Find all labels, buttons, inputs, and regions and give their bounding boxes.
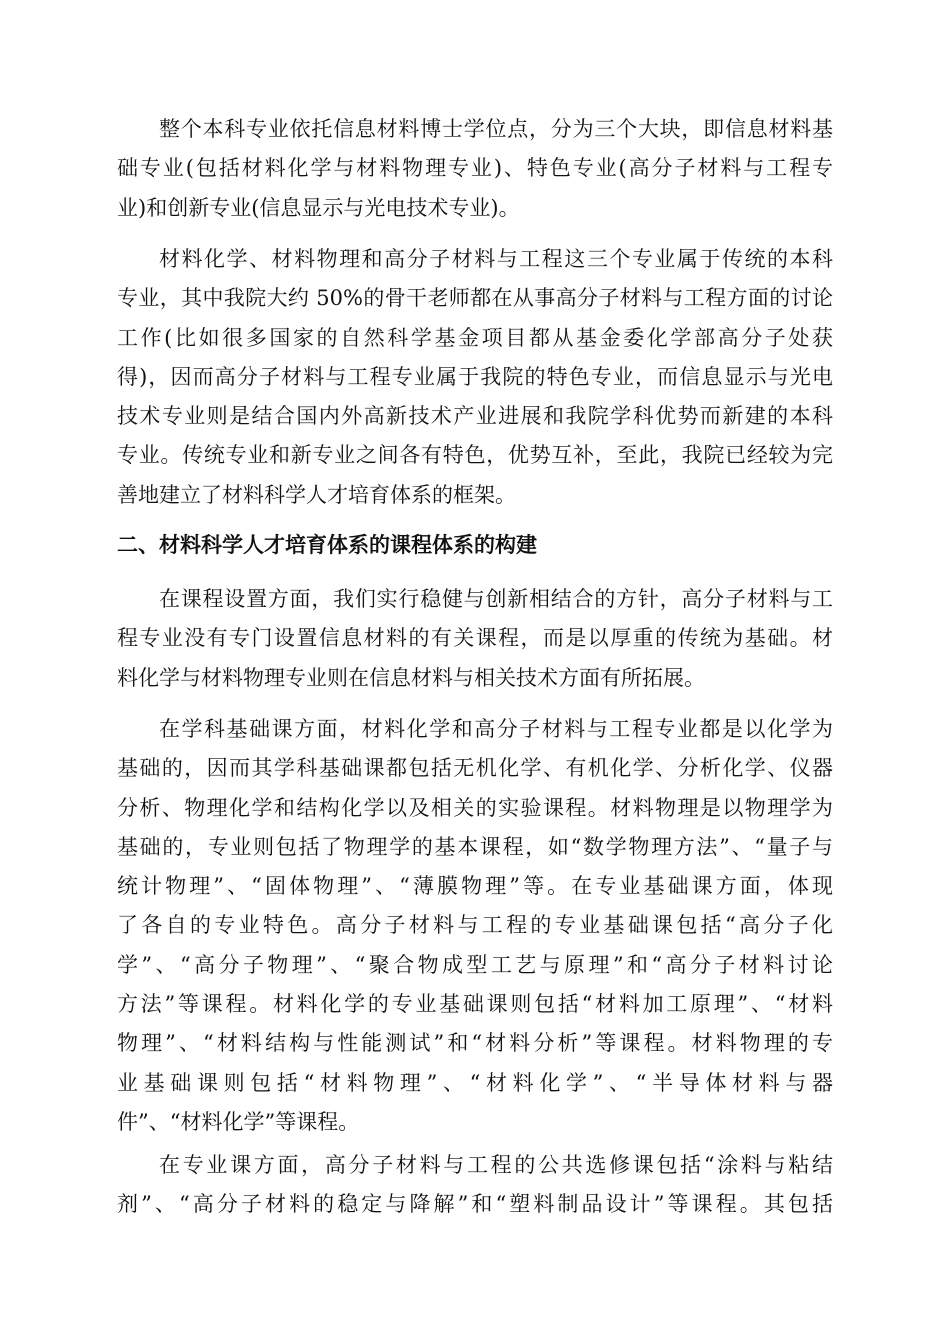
- paragraph-line: 善地建立了材料科学人才培育体系的框架。: [117, 482, 516, 507]
- paragraph-line: 统计物理”、“固体物理”、“薄膜物理”等。在专业基础课方面，体现: [117, 874, 833, 899]
- paragraph-line: 工作(比如很多国家的自然科学基金项目都从基金委化学部高分子处获: [117, 325, 833, 350]
- paragraph-line: 方法”等课程。材料化学的专业基础课则包括“材料加工原理”、“材料: [117, 992, 833, 1017]
- paragraph-line: 学”、“高分子物理”、“聚合物成型工艺与原理”和“高分子材料讨论: [117, 952, 833, 977]
- paragraph-2: [117, 240, 833, 515]
- section-heading: 二、材料科学人才培育体系的课程体系的构建: [117, 533, 537, 557]
- paragraph-line: 得)，因而高分子材料与工程专业属于我院的特色专业，而信息显示与光电: [117, 364, 833, 389]
- paragraph-line: 件”、“材料化学”等课程。: [117, 1109, 360, 1134]
- paragraph-line: 了各自的专业特色。高分子材料与工程的专业基础课包括“高分子化: [117, 913, 833, 938]
- paragraph-line: 础专业(包括材料化学与材料物理专业)、特色专业(高分子材料与工程专: [117, 156, 833, 181]
- paragraph-line: 业基础课则包括“材料物理”、“材料化学”、“半导体材料与器: [117, 1070, 833, 1095]
- paragraph-line: 基础的，因而其学科基础课都包括无机化学、有机化学、分析化学、仪器: [117, 756, 833, 781]
- paragraph-line: 剂”、“高分子材料的稳定与降解”和“塑料制品设计”等课程。其包括: [117, 1192, 833, 1217]
- paragraph-line: 技术专业则是结合国内外高新技术产业进展和我院学科优势而新建的本科: [117, 404, 833, 429]
- paragraph-line: 物理”、“材料结构与性能测试”和“材料分析”等课程。材料物理的专: [117, 1031, 833, 1056]
- paragraph-line: 分析、物理化学和结构化学以及相关的实验课程。材料物理是以物理学为: [117, 795, 833, 820]
- paragraph-line: 基础的，专业则包括了物理学的基本课程，如“数学物理方法”、“量子与: [117, 834, 833, 859]
- paragraph-line: 专业，其中我院大约 50%的骨干老师都在从事高分子材料与工程方面的讨论: [117, 286, 833, 311]
- paragraph-line: 在学科基础课方面，材料化学和高分子材料与工程专业都是以化学为: [159, 717, 833, 741]
- paragraph-1: [117, 110, 833, 228]
- paragraph-line: 料化学与材料物理专业则在信息材料与相关技术方面有所拓展。: [117, 665, 705, 690]
- paragraph-line: 在课程设置方面，我们实行稳健与创新相结合的方针，高分子材料与工: [159, 587, 833, 611]
- paragraph-line: 整个本科专业依托信息材料博士学位点，分为三个大块，即信息材料基: [159, 117, 833, 141]
- paragraph-line: 在专业课方面，高分子材料与工程的公共选修课包括“涂料与粘结: [159, 1153, 833, 1177]
- paragraph-5: [117, 1146, 833, 1225]
- paragraph-line: 程专业没有专门设置信息材料的有关课程，而是以厚重的传统为基础。材: [117, 626, 833, 651]
- paragraph-line: 材料化学、材料物理和高分子材料与工程这三个专业属于传统的本科: [159, 247, 833, 271]
- paragraph-4: [117, 710, 833, 1142]
- paragraph-line: 业)和创新专业(信息显示与光电技术专业)。: [117, 195, 520, 220]
- paragraph-line: 专业。传统专业和新专业之间各有特色，优势互补，至此，我院已经较为完: [117, 443, 833, 468]
- paragraph-3: [117, 580, 833, 698]
